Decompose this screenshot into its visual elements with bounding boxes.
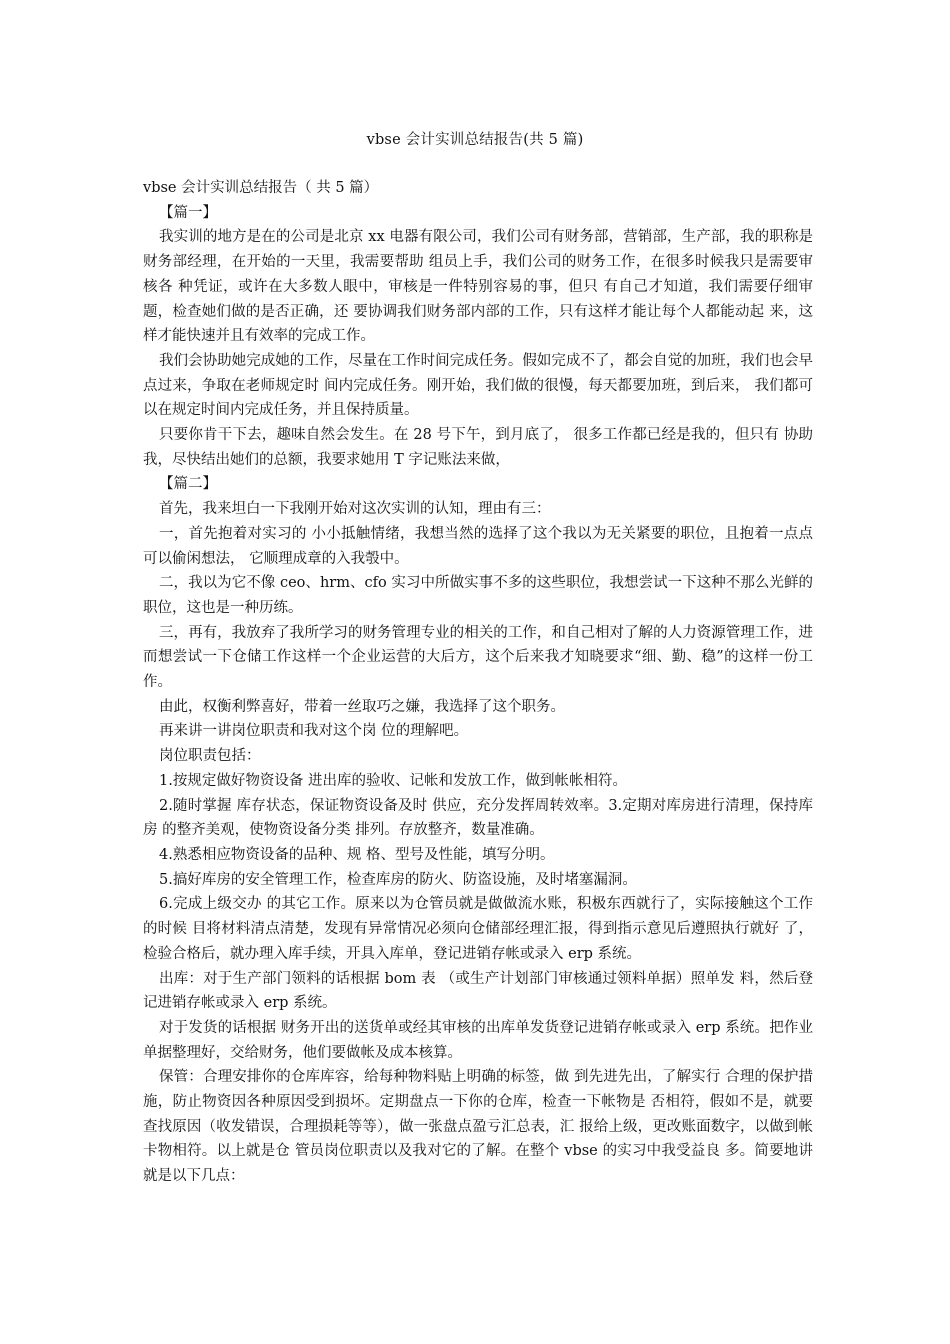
document-title: vbse 会计实训总结报告(共 5 篇) bbox=[366, 132, 584, 148]
doc-subtitle: vbse 会计实训总结报告（ 共 5 篇） bbox=[143, 180, 379, 196]
list-item: 5.搞好库房的安全管理工作，检查库房的防火、防盗设施，及时堵塞漏洞。 bbox=[159, 871, 637, 888]
list-item: 4.熟悉相应物资设备的品种、规 格、型号及性能，填写分明。 bbox=[159, 846, 555, 863]
paragraph: 一，首先抱着对实习的 小小抵触情绪，我想当然的选择了这个我以为无关紧要的职位，且抱着一点点可以偷闲想法， 它顺理成章的入我彀中。 bbox=[143, 525, 813, 567]
paragraph: 二，我以为它不像 ceo、hrm、cfo 实习中所做实事不多的这些职位，我想尝试一下这种不那么光鲜的职位，这也是一种历练。 bbox=[143, 575, 813, 616]
paragraph: 只要你肯干下去，趣味自然会发生。在 28 号下午，到月底了， 很多工作都已经是我的，但只有 协助我，尽快结出她们的总额，我要求她用 T 字记账法来做， bbox=[143, 427, 813, 468]
paragraph: 再来讲一讲岗位职责和我对这个岗 位的理解吧。 bbox=[159, 723, 469, 740]
list-item: 1.按规定做好物资设备 进出库的验收、记帐和发放工作，做到帐帐相符。 bbox=[159, 772, 627, 789]
paragraph: 出库：对于生产部门领料的话根据 bom 表 （或生产计划部门审核通过领料单据）照单发 料，然后登记进销存帐或录入 erp 系统。 bbox=[143, 970, 813, 1012]
paragraph: 由此，权衡利弊喜好，带着一丝取巧之嫌，我选择了这个职务。 bbox=[159, 698, 565, 715]
paragraph: 三，再有，我放弃了我所学习的财务管理专业的相关的工作，和自己相对了解的人力资源管理工作，进而想尝试一下仓储工作这样一个企业运营的大后方，这个后来我才知晓要求“细、勤、稳”的这样一份工作。 bbox=[143, 624, 813, 691]
paragraph: 首先，我来坦白一下我刚开始对这次实训的认知，理由有三： bbox=[159, 501, 551, 518]
paragraph: 保管：合理安排你的仓库库容，给每种物料贴上明确的标签，做 到先进先出，了解实行 合理的保护措施，防止物资因各种原因受到损坏。定期盘点一下你的仓库，检查一下帐物是 否相符，假如不是，就要查找原因（收发错误，合理损耗等等），做一张盘点盈亏汇总表，汇 报给上级，更改账面数字，以做到帐卡物相符。以上就是仓 管员岗位职责以及我对它的了解。在整个 vbse 的实习中我受益良 多。简要地讲就是以下几点： bbox=[143, 1069, 813, 1185]
section-heading: 【篇二】 bbox=[159, 476, 217, 493]
paragraph: 岗位职责包括： bbox=[159, 748, 261, 765]
document-body bbox=[143, 176, 813, 1189]
paragraph: 我们会协助她完成她的工作，尽量在工作时间完成任务。假如完成不了，都会自觉的加班，我们也会早点过来，争取在老师规定时 间内完成任务。刚开始，我们做的很慢，每天都要加班，到后来， 我们都可以在规定时间内完成任务，并且保持质量。 bbox=[143, 352, 813, 419]
list-item: 6.完成上级交办 的其它工作。原来以为仓管员就是做做流水账，积极东西就行了，实际接触这个工作的时候 目将材料清点清楚，发现有异常情况必须向仓储部经理汇报，得到指示意见后遵照执行就好 了，检验合格后，就办理入库手续，开具入库单，登记进销存帐或录入 erp 系统。 bbox=[143, 896, 813, 962]
paragraph: 我实训的地方是在的公司是北京 xx 电器有限公司，我们公司有财务部，营销部，生产部，我的职称是财务部经理，在开始的一天里，我需要帮助 组员上手，我们公司的财务工作，在很多时候我只是需要审核各 种凭证，或许在大多数人眼中，审核是一件特别容易的事，但只 有自己才知道，我们需要仔细审题，检查她们做的是否正确，还 要协调我们财务部内部的工作，只有这样才能让每个人都能动起 来，这样才能快速并且有效率的完成工作。 bbox=[143, 229, 813, 345]
section-heading: 【篇一】 bbox=[159, 204, 217, 221]
paragraph: 对于发货的话根据 财务开出的送货单或经其审核的出库单发货登记进销存帐或录入 erp 系统。把作业单据整理好，交给财务，他们要做帐及成本核算。 bbox=[143, 1019, 813, 1061]
list-item: 2.随时掌握 库存状态，保证物资设备及时 供应，充分发挥周转效率。3.定期对库房进行清理，保持库房 的整齐美观，使物资设备分类 排列。存放整齐，数量准确。 bbox=[143, 797, 813, 839]
